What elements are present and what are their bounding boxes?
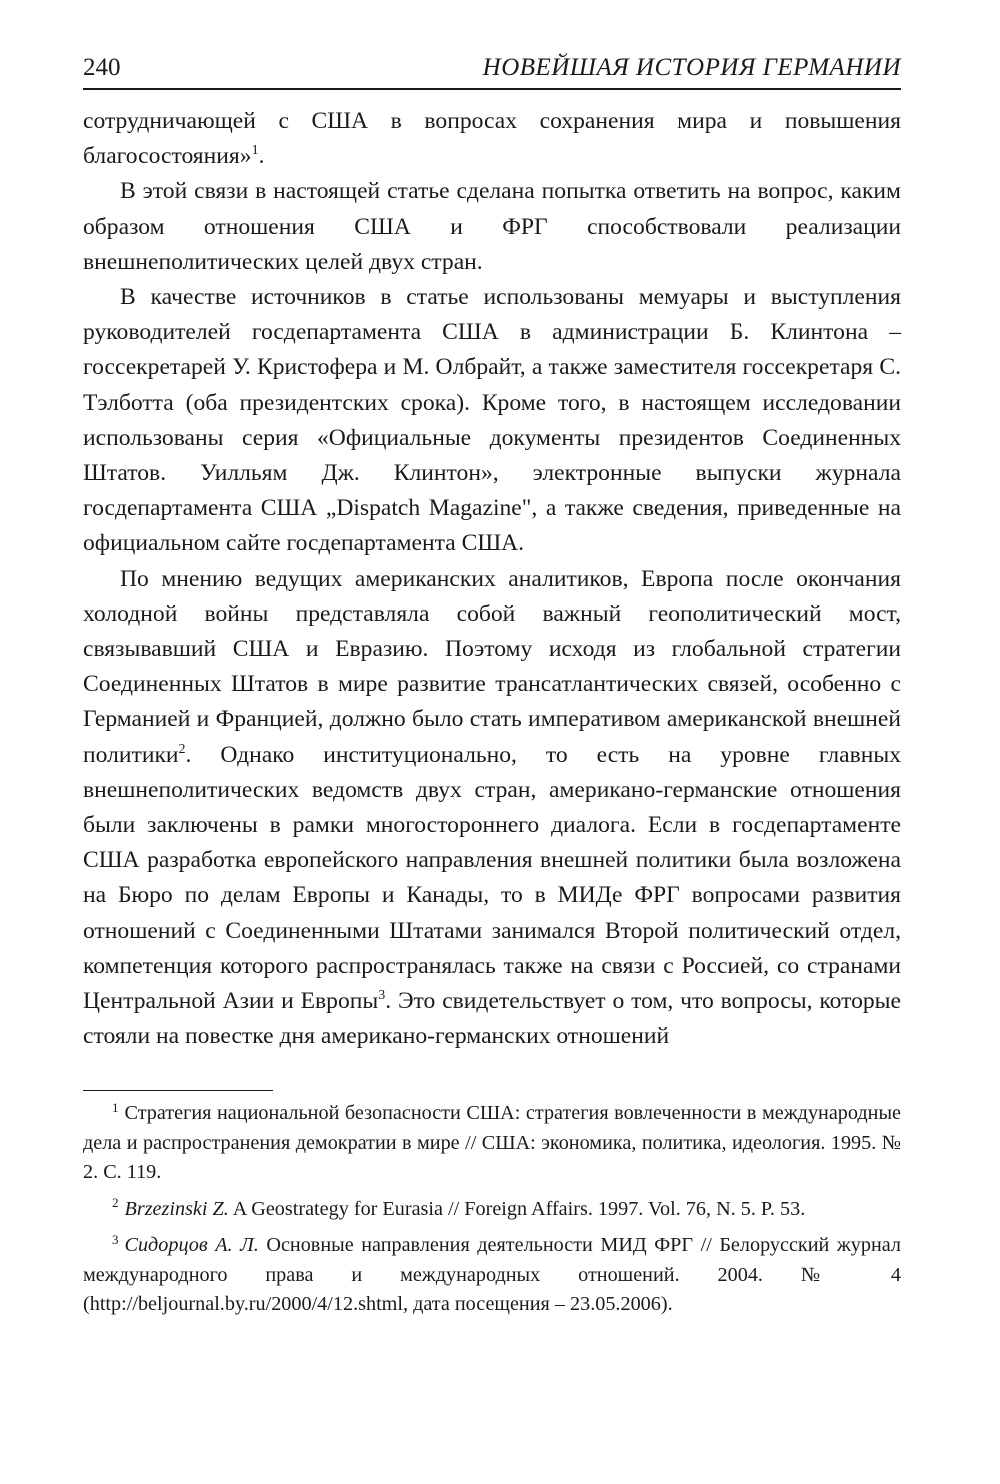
footnote-divider <box>83 1090 273 1091</box>
footnote-3 <box>83 1231 901 1320</box>
footnote-3-text: Основные направления деятельности МИД ФРГ // Белорусский журнал международного права и международных отношений. 2004. № 4 (http://beljournal.by.ru/2000/4/12.shtml, дата посещения – 23.05.2006). <box>83 1234 902 1316</box>
footnote-2-author: Brzezinski Z. <box>124 1197 229 1220</box>
footnote-2-text: A Geostrategy for Eurasia // Foreign Affairs. 1997. Vol. 76, N. 5. P. 53. <box>232 1197 806 1220</box>
paragraph-1-text: сотрудничающей с США в вопросах сохранения мира и повышения благосостояния» <box>83 108 901 170</box>
footnote-ref-1[interactable]: 1 <box>251 143 259 159</box>
footnote-1 <box>83 1099 901 1188</box>
footnote-3-author: Сидорцов А. Л. <box>124 1234 259 1257</box>
paragraph-4-text-c: . Это свидетельствует о том, что вопросы, которые стояли на повестке дня американо-германских отношений <box>83 988 901 1050</box>
running-title: НОВЕЙШАЯ ИСТОРИЯ ГЕРМАНИИ <box>482 54 901 81</box>
footnote-ref-2[interactable]: 2 <box>178 741 186 757</box>
footnotes <box>83 1099 901 1320</box>
paragraph-1-tail: . <box>258 143 265 170</box>
main-text <box>83 104 901 1054</box>
footnote-ref-3[interactable]: 3 <box>378 988 386 1004</box>
footnote-3-number: 3 <box>112 1231 119 1247</box>
paragraph-3: В качестве источников в статье использованы мемуары и выступления руководителей госдепартамента США в администрации Б. Клинтона – госсекретарей У. Кристофера и М. Олбрайт, а также заместителя госсекретаря С. Тэлботта (оба президентских срока). Кроме того, в настоящем исследовании использованы серия «Официальные документы президентов Соединенных Штатов. Уилльям Дж. Клинтон», электронные выпуски журнала госдепартамента США „Dispatch Magazine", а также сведения, приведенные на официальном сайте госдепартамента США. <box>83 284 901 557</box>
paragraph-4 <box>83 562 901 1055</box>
footnote-2 <box>83 1195 901 1225</box>
footnote-1-number: 1 <box>112 1099 119 1115</box>
paragraph-4-text-a: По мнению ведущих американских аналитиков, Европа после окончания холодной войны представляла собой важный геополитический мост, связывавший США и Евразию. Поэтому исходя из глобальной стратегии Соединенных Штатов в мире развитие трансатлантических связей, особенно с Германией и Францией, должно было стать императивом американской внешней политики <box>83 565 901 768</box>
book-page <box>83 52 901 1327</box>
paragraph-2: В этой связи в настоящей статье сделана попытка ответить на вопрос, каким образом отношения США и ФРГ способствовали реализации внешнеполитических целей двух стран. <box>83 178 901 275</box>
paragraph-4-text-b: . Однако институционально, то есть на уровне главных внешнеполитических ведомств двух стран, американо-германские отношения были заключены в рамки многостороннего диалога. Если в госдепартаменте США разработка европейского направления внешней политики была возложена на Бюро по делам Европы и Канады, то в МИДе ФРГ вопросами развития отношений с Соединенными Штатами занимался Второй политический отдел, компетенция которого распространялась также на связи с Россией, со странами Центральной Азии и Европы <box>83 741 901 1015</box>
page-number: 240 <box>83 54 121 81</box>
footnote-2-number: 2 <box>112 1195 119 1211</box>
paragraph-1 <box>83 104 901 174</box>
footnote-1-text: Стратегия национальной безопасности США: стратегия вовлеченности в международные дела и распространения демократии в мире // США: экономика, политика, идеология. 1995. № 2. С. 119. <box>83 1102 901 1184</box>
running-head <box>83 52 901 90</box>
